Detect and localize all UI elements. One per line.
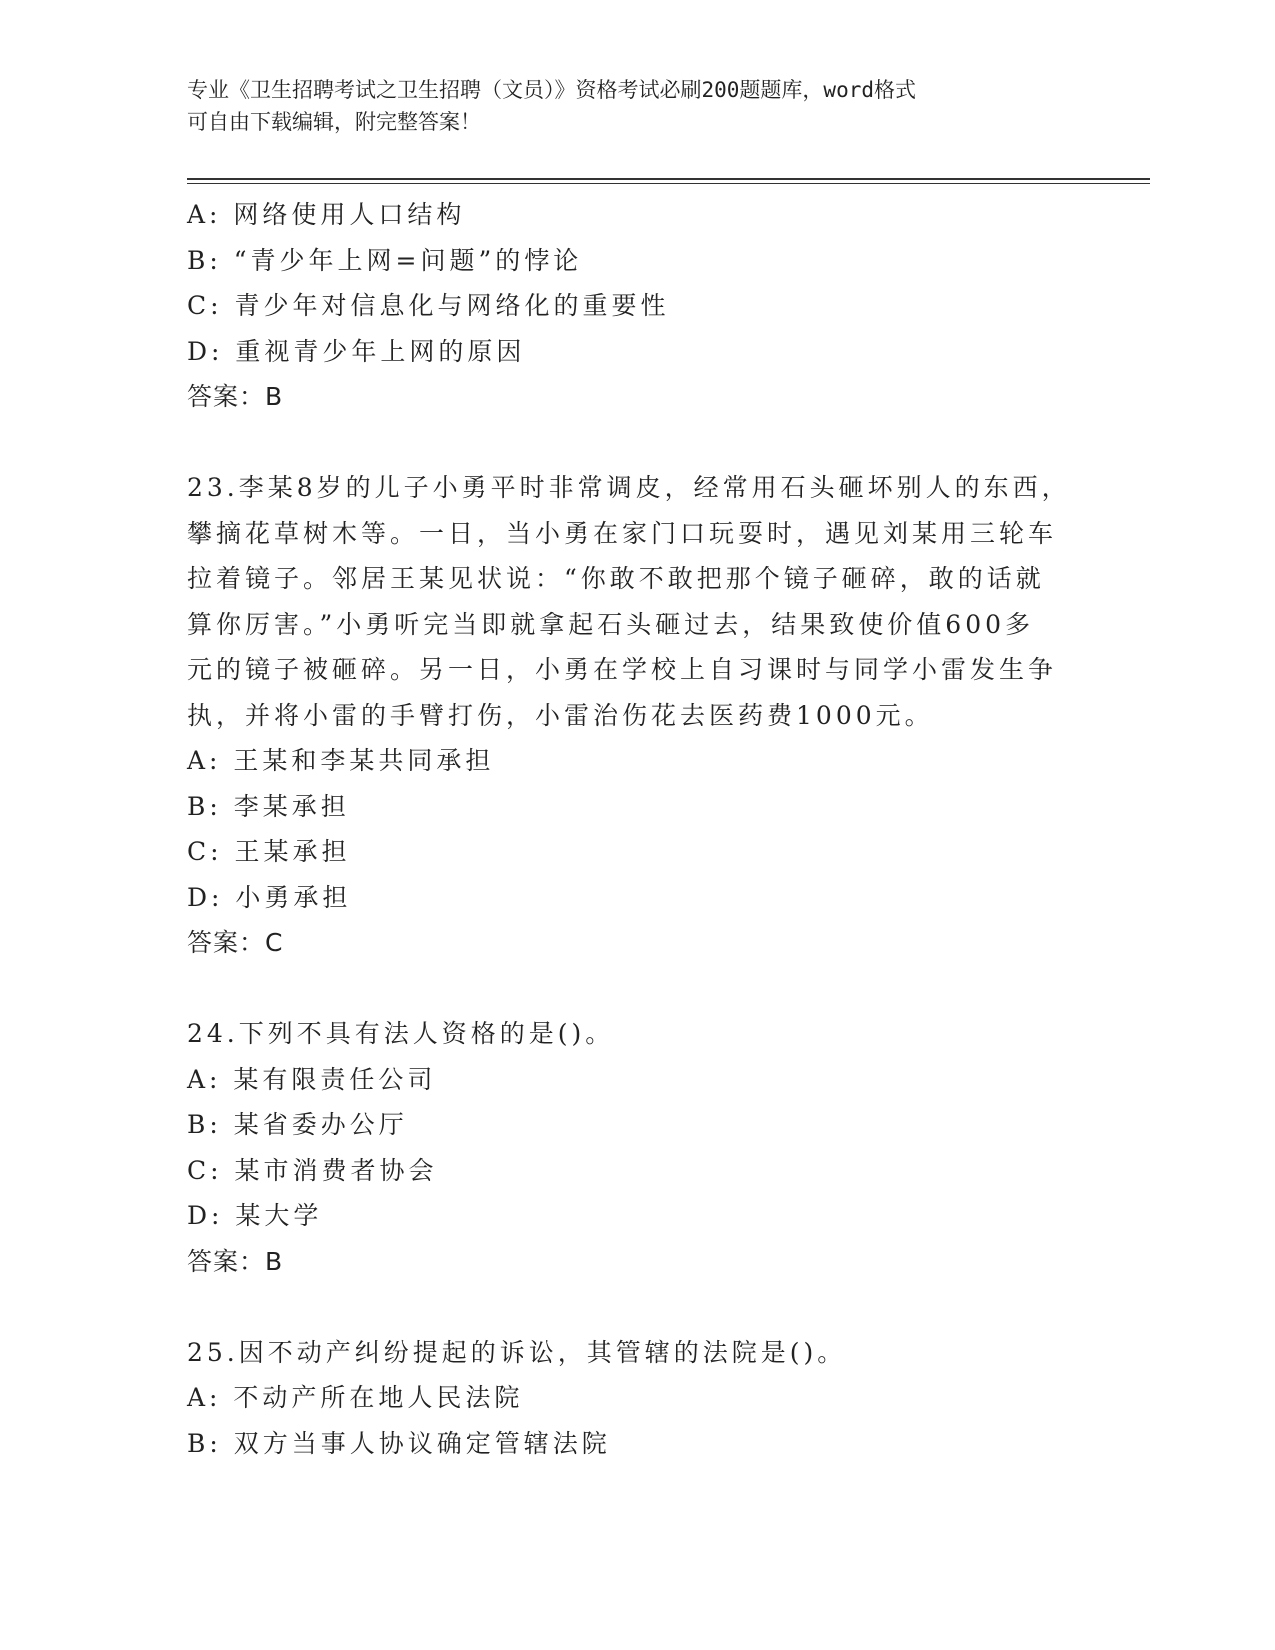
question-stem-line: 元的镜子被砸碎。另一日，小勇在学校上自习课时与同学小雷发生争 bbox=[187, 655, 1058, 684]
option-b: B: 双方当事人协议确定管辖法院 bbox=[187, 1428, 611, 1458]
option-d: D: 小勇承担 bbox=[187, 882, 352, 912]
header-line-2: 可自由下载编辑，附完整答案！ bbox=[187, 110, 481, 134]
spacer bbox=[187, 420, 1067, 466]
option-d: D: 某大学 bbox=[187, 1201, 323, 1230]
header-divider-thin bbox=[187, 183, 1150, 184]
header-line-1: 专业《卫生招聘考试之卫生招聘（文员）》资格考试必刷200题题库，word格式 bbox=[187, 78, 916, 102]
question-stem-line: 拉着镜子。邻居王某见状说：“你敢不敢把那个镜子砸碎，敢的话就 bbox=[187, 564, 1045, 593]
question-25 bbox=[187, 1330, 1067, 1467]
question-stem-line: 攀摘花草树木等。一日，当小勇在家门口玩耍时，遇见刘某用三轮车 bbox=[187, 518, 1058, 548]
question-23 bbox=[187, 465, 1071, 966]
option-b: B: 李某承担 bbox=[187, 791, 350, 821]
header-divider-thick bbox=[187, 178, 1150, 180]
option-a: A: 某有限责任公司 bbox=[187, 1064, 437, 1094]
option-c: C: 王某承担 bbox=[187, 837, 351, 866]
question-list bbox=[187, 192, 1071, 1466]
question-stem-line: 24.下列不具有法人资格的是()。 bbox=[187, 1019, 615, 1048]
option-a: A: 不动产所在地人民法院 bbox=[187, 1383, 524, 1412]
spacer bbox=[187, 1284, 1067, 1330]
answer-line: 答案：B bbox=[187, 382, 284, 411]
option-b: B: “青少年上网=问题”的悖论 bbox=[187, 245, 583, 275]
option-a: A: 王某和李某共同承担 bbox=[187, 746, 495, 775]
option-d: D: 重视青少年上网的原因 bbox=[187, 336, 526, 366]
question-stem-line: 算你厉害。”小勇听完当即就拿起石头砸过去，结果致使价值600多 bbox=[187, 609, 1035, 639]
question-24 bbox=[187, 1011, 1067, 1284]
spacer bbox=[187, 966, 1067, 1012]
answer-line: 答案：B bbox=[187, 1246, 284, 1276]
question-stem-line: 执，并将小雷的手臂打伤，小雷治伤花去医药费1000元。 bbox=[187, 700, 934, 730]
option-c: C: 青少年对信息化与网络化的重要性 bbox=[187, 291, 670, 320]
option-c: C: 某市消费者协会 bbox=[187, 1155, 438, 1185]
option-b: B: 某省委办公厅 bbox=[187, 1110, 408, 1139]
question-22 bbox=[187, 192, 1067, 420]
option-a: A: 网络使用人口结构 bbox=[187, 200, 466, 229]
answer-line: 答案：C bbox=[187, 928, 284, 957]
question-stem-line: 25.因不动产纠纷提起的诉讼，其管辖的法院是()。 bbox=[187, 1337, 847, 1367]
document-header bbox=[187, 74, 1067, 138]
question-stem-line: 23.李某8岁的儿子小勇平时非常调皮，经常用石头砸坏别人的东西， bbox=[187, 473, 1071, 502]
